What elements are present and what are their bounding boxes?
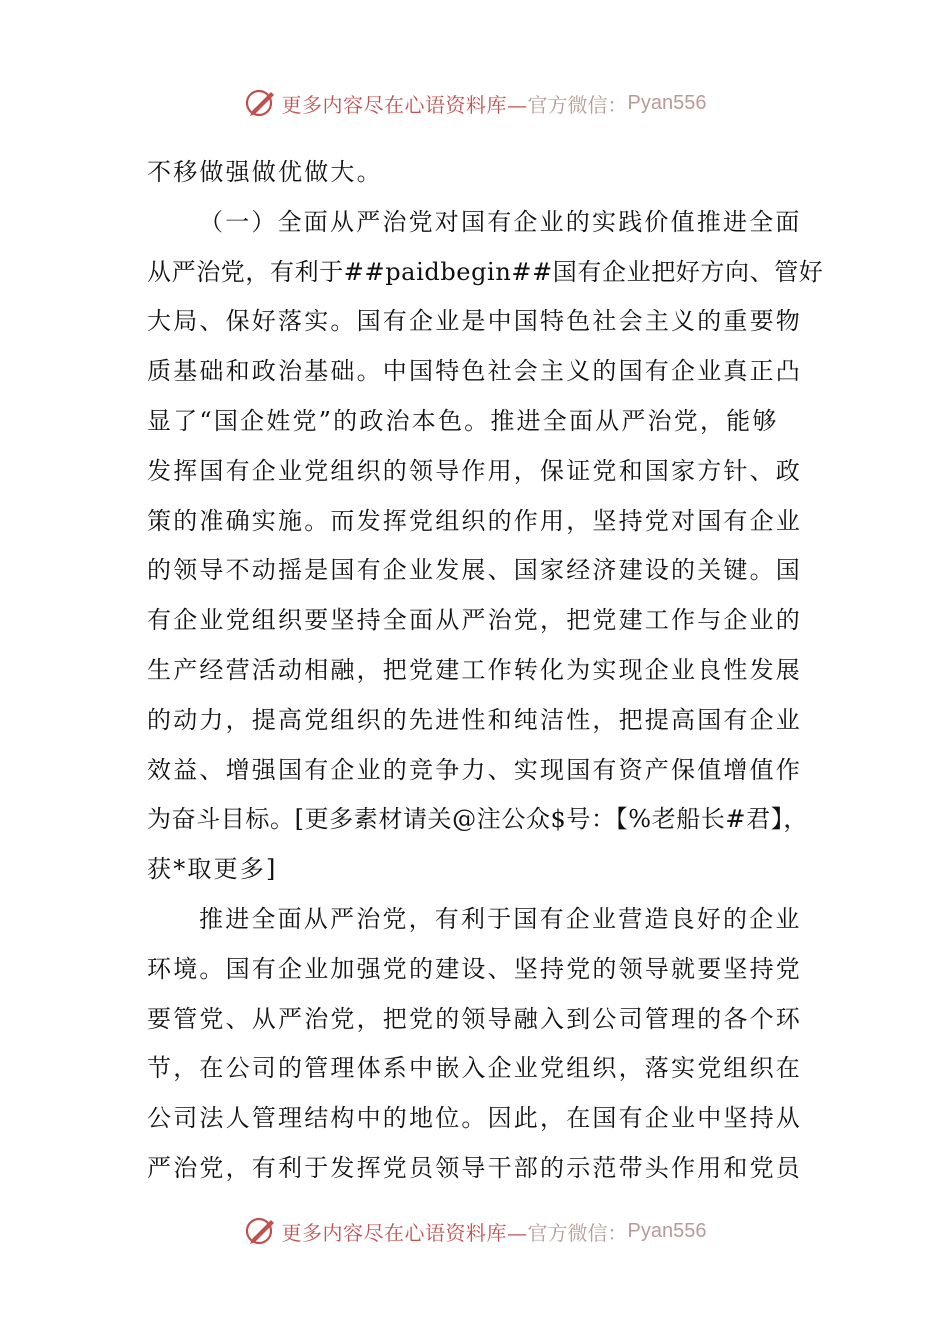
header-wechat-label: 官方微信： [527,92,628,117]
text-line: 的动力，提高党组织的先进性和纯洁性，把提高国有企业 [147,705,802,734]
footer-wechat-label: 官方微信： [527,1220,628,1245]
header-banner-text: 更多内容尽在心语资料库— [281,92,528,117]
footer-banner-text: 更多内容尽在心语资料库— [281,1220,528,1245]
text-line: 要管党、从严治党，把党的领导融入到公司管理的各个环 [147,1004,802,1033]
pen-logo-icon [244,86,278,120]
header-banner [0,83,950,123]
text-line: （一）全面从严治党对国有企业的实践价值推进全面 [199,207,802,236]
footer-wechat-id: Pyan556 [627,1219,707,1242]
pen-logo-icon [244,1214,278,1248]
text-line: 质基础和政治基础。中国特色社会主义的国有企业真正凸 [147,357,802,386]
text-line: 大局、保好落实。国有企业是中国特色社会主义的重要物 [147,307,802,336]
document-body [147,148,824,1194]
text-line: 公司法人管理结构中的地位。因此，在国有企业中坚持从 [147,1104,802,1133]
text-line: 效益、增强国有企业的竞争力、实现国有资产保值增值作 [147,755,802,784]
text-line: 获*取更多] [147,855,278,884]
text-line: 节，在公司的管理体系中嵌入企业党组织，落实党组织在 [147,1054,802,1083]
text-line: 有企业党组织要坚持全面从严治党，把党建工作与企业的 [147,606,802,635]
text-line: 环境。国有企业加强党的建设、坚持党的领导就要坚持党 [147,954,802,983]
text-line: 的领导不动摇是国有企业发展、国家经济建设的关键。国 [147,556,802,585]
text-line: 严治党，有利于发挥党员领导干部的示范带头作用和党员 [147,1153,802,1182]
text-line: 发挥国有企业党组织的领导作用，保证党和国家方针、政 [147,456,802,485]
text-line: 从严治党，有利于##paidbegin##国有企业把好方向、管好 [147,257,824,286]
footer-banner [0,1211,950,1251]
text-line: 生产经营活动相融，把党建工作转化为实现企业良性发展 [147,655,802,684]
text-line: 策的准确实施。而发挥党组织的作用，坚持党对国有企业 [147,506,802,535]
text-line: 不移做强做优做大。 [147,158,383,186]
text-line: 推进全面从严治党，有利于国有企业营造良好的企业 [199,904,802,933]
header-wechat-id: Pyan556 [627,91,707,114]
text-line: 显了“国企姓党”的政治本色。推进全面从严治党，能够 [147,406,779,435]
text-line: 为奋斗目标。[更多素材请关@注公众$号：【%老船长#君】， [147,805,808,834]
